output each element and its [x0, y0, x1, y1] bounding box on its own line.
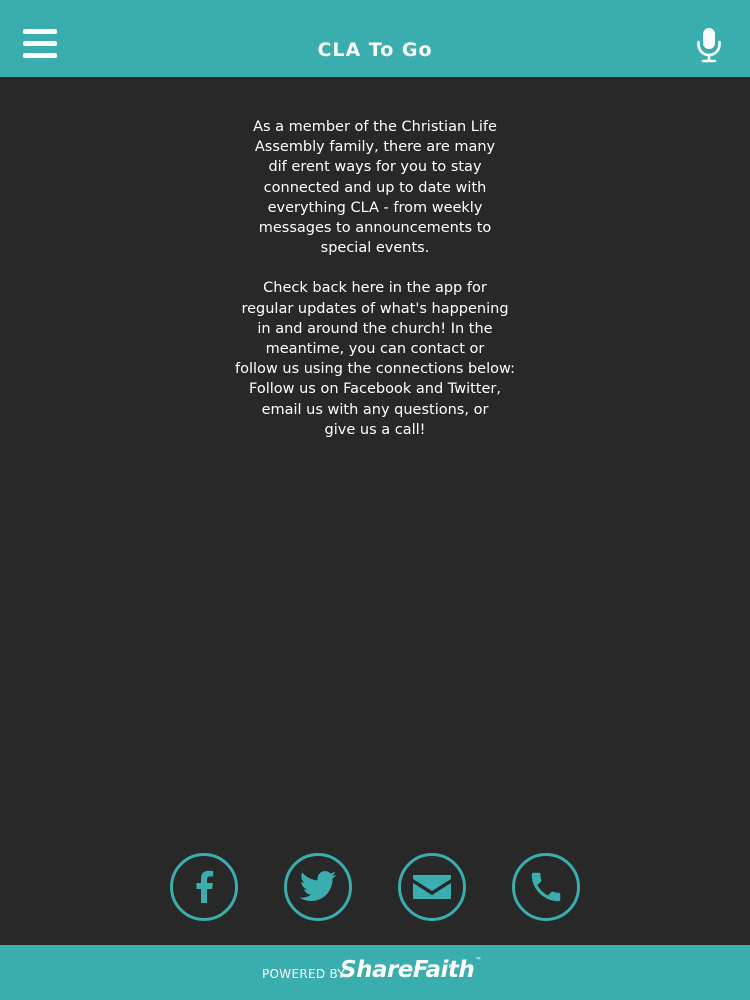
app-header — [0, 0, 750, 77]
intro-paragraph: As a member of the Christian Life Assembly family, there are many dif erent ways for you to stay connected and up to date with everything CLA - from weekly messages to announcements to special events. — [253, 119, 497, 257]
twitter-icon — [298, 867, 338, 907]
app-title: CLA To Go — [317, 39, 433, 61]
social-links — [0, 853, 750, 921]
microphone-icon[interactable] — [695, 27, 723, 63]
brand-name: ShareFaith — [340, 957, 475, 983]
sharefaith-logo[interactable] — [340, 957, 481, 983]
facebook-button[interactable] — [170, 853, 238, 921]
phone-button[interactable] — [512, 853, 580, 921]
powered-by-label: POWERED BY — [262, 967, 346, 981]
twitter-button[interactable] — [284, 853, 352, 921]
welcome-message — [200, 117, 550, 440]
email-icon — [410, 867, 454, 907]
email-button[interactable] — [398, 853, 466, 921]
contact-paragraph: Check back here in the app for regular updates of what's happening in and around the church! In the meantime, you can contact or follow us using the connections below: Follow us on Facebook and Twitter, email us with any questions, or give us a call! — [235, 280, 515, 438]
trademark-mark: ™ — [475, 957, 481, 964]
phone-icon — [527, 868, 565, 906]
facebook-icon — [184, 867, 224, 907]
app-footer — [0, 945, 750, 1000]
